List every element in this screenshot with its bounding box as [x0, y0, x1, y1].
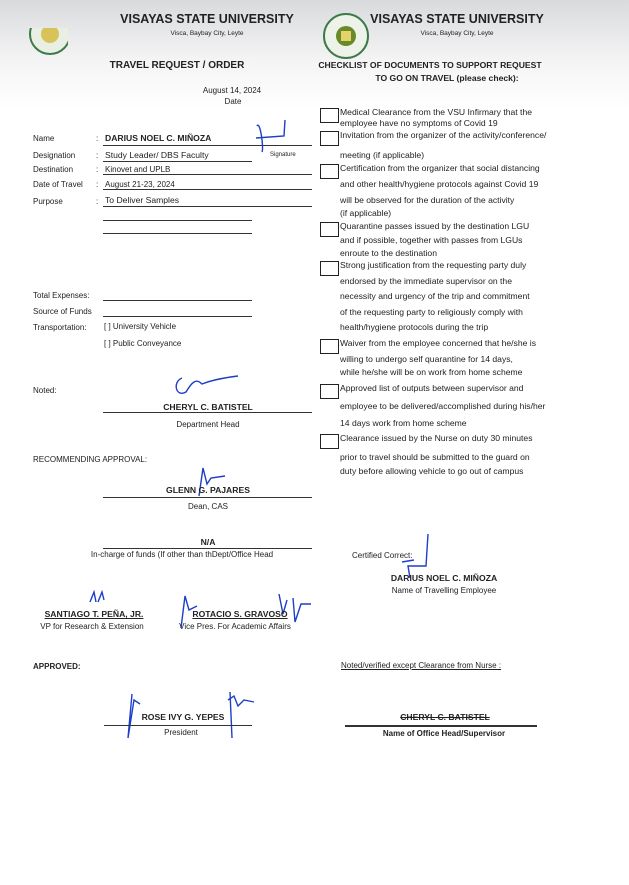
office-head-title: Name of Office Head/Supervisor: [382, 729, 506, 738]
source-of-funds-label: Source of Funds: [33, 307, 92, 316]
checklist-item-text: Quarantine passes issued by the destination LGU: [340, 221, 530, 231]
form-title: TRAVEL REQUEST / ORDER: [109, 60, 245, 71]
office-head-name: CHERYL C. BATISTEL: [400, 712, 490, 722]
checklist-title-1: CHECKLIST OF DOCUMENTS TO SUPPORT REQUEST: [318, 60, 542, 70]
checklist-checkbox[interactable]: [320, 434, 339, 449]
checklist-item-text: meeting (if applicable): [340, 150, 425, 160]
checklist-item-text: and other health/hygiene protocols against Covid 19: [340, 179, 539, 189]
checklist-item-text: Approved list of outputs between supervisor and: [340, 383, 524, 393]
total-expenses-label: Total Expenses:: [33, 291, 90, 300]
university-name-right: VISAYAS STATE UNIVERSITY: [370, 12, 544, 26]
approved-label: APPROVED:: [33, 662, 81, 671]
purpose-value: To Deliver Samples: [105, 195, 180, 205]
checklist-item-text: employee have no symptoms of Covid 19: [340, 118, 498, 128]
checklist-item-text: necessity and urgency of the trip and commitment: [340, 291, 530, 301]
checklist-item-text: duty before allowing vehicle to go out of campus: [340, 466, 524, 476]
recommending-title: Dean, CAS: [187, 502, 229, 511]
name-value: DARIUS NOEL C. MIÑOZA: [105, 133, 212, 143]
colon: :: [96, 180, 99, 189]
designation-value: Study Leader/ DBS Faculty: [105, 150, 209, 160]
checklist-item-text: Certification from the organizer that social distancing: [340, 163, 540, 173]
checklist-checkbox[interactable]: [320, 108, 339, 123]
university-name-left: VISAYAS STATE UNIVERSITY: [120, 12, 294, 26]
vp-academic-title: Vice Pres. For Academic Affairs: [179, 622, 291, 631]
recommending-name: GLENN G. PAJARES: [166, 485, 250, 495]
verified-label: Noted/verified except Clearance from Nurse :: [341, 661, 502, 670]
transportation-label: Transportation:: [33, 323, 87, 332]
president-title: President: [164, 728, 198, 737]
checklist-checkbox[interactable]: [320, 339, 339, 354]
checklist-item-text: enroute to the destination: [340, 248, 437, 258]
checklist-item-text: while he/she will be on work from home scheme: [340, 367, 523, 377]
checklist-checkbox[interactable]: [320, 222, 339, 237]
destination-value: Kinovet and UPLB: [105, 165, 171, 174]
signature-mark: [254, 118, 290, 154]
checklist-item-text: of the requesting party to religiously comply with: [340, 307, 523, 317]
checklist-item-text: and if possible, together with passes from LGUs: [340, 235, 523, 245]
checklist-title-2: TO GO ON TRAVEL (please check):: [375, 73, 519, 83]
recommending-label: RECOMMENDING APPROVAL:: [33, 455, 148, 464]
funds-title: In-charge of funds (If other than thDept/Office Head: [90, 550, 274, 559]
checklist-item-text: 14 days work from home scheme: [340, 418, 467, 428]
colon: :: [96, 151, 99, 160]
signature-label: Signature: [270, 152, 296, 158]
checklist-item-text: Clearance issued by the Nurse on duty 30 minutes: [340, 433, 533, 443]
vp-research-title: VP for Research & Extension: [40, 622, 144, 631]
date-label: Date: [224, 97, 242, 106]
checklist-checkbox[interactable]: [320, 384, 339, 399]
checklist-item-text: endorsed by the immediate supervisor on the: [340, 276, 512, 286]
designation-label: Designation: [33, 151, 76, 160]
checklist-item-text: employee to be delivered/accomplished during his/her: [340, 401, 546, 411]
checklist-item-text: prior to travel should be submitted to the guard on: [340, 452, 530, 462]
checklist-item-text: (if applicable): [340, 208, 392, 218]
checklist-item-text: Waiver from the employee concerned that he/she is: [340, 338, 537, 348]
colon: :: [96, 134, 99, 143]
checklist-checkbox[interactable]: [320, 131, 339, 146]
noted-title: Department Head: [176, 420, 240, 429]
university-address-left: Visca, Baybay City, Leyte: [170, 30, 244, 37]
noted-name: CHERYL C. BATISTEL: [163, 402, 253, 412]
signature-mark: [172, 372, 242, 402]
option-university-vehicle[interactable]: [ ] University Vehicle: [104, 322, 177, 331]
checklist-item-text: Strong justification from the requesting party duly: [340, 260, 527, 270]
university-address-right: Visca, Baybay City, Leyte: [420, 30, 494, 37]
certified-label: Certified Correct:: [352, 551, 413, 560]
date-value: August 14, 2024: [202, 86, 262, 95]
date-of-travel-value: August 21-23, 2024: [105, 180, 175, 189]
president-name: ROSE IVY G. YEPES: [141, 712, 225, 722]
checklist-checkbox[interactable]: [320, 164, 339, 179]
purpose-label: Purpose: [33, 197, 63, 206]
checklist-checkbox[interactable]: [320, 261, 339, 276]
vp-academic-name: ROTACIO S. GRAVOSO: [192, 609, 288, 619]
university-seal-partial: [28, 28, 68, 60]
checklist-item-text: Medical Clearance from the VSU Infirmary that the: [340, 107, 533, 117]
checklist-item-text: willing to undergo self quarantine for 14 days,: [340, 354, 513, 364]
colon: :: [96, 197, 99, 206]
signature-mark: [88, 590, 108, 604]
checklist-item-text: health/hygiene protocols during the trip: [340, 322, 489, 332]
certified-title: Name of Travelling Employee: [391, 586, 497, 595]
noted-label: Noted:: [33, 386, 57, 395]
date-of-travel-label: Date of Travel: [33, 180, 83, 189]
university-seal: [322, 13, 370, 59]
certified-name: DARIUS NOEL C. MIÑOZA: [390, 573, 498, 583]
checklist-item-text: Invitation from the organizer of the activity/conference/: [340, 130, 547, 140]
option-public-conveyance[interactable]: [ ] Public Conveyance: [104, 339, 182, 348]
vp-research-name: SANTIAGO T. PEÑA, JR.: [44, 609, 144, 619]
checklist-item-text: will be observed for the duration of the activity: [340, 195, 515, 205]
name-label: Name: [33, 134, 55, 143]
destination-label: Destination: [33, 165, 74, 174]
funds-name: N/A: [200, 537, 216, 547]
colon: :: [96, 165, 99, 174]
